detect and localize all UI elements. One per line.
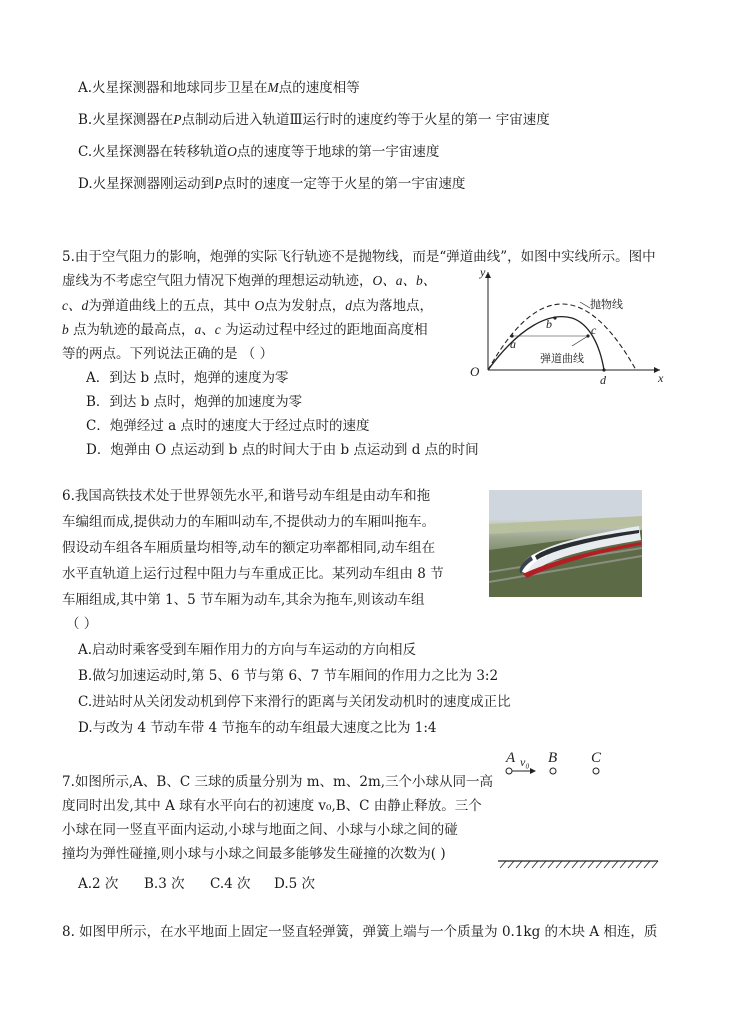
q6-option-a: A.启动时乘客受到车厢作用力的方向与车运动的方向相反 [78, 642, 417, 658]
q8-stem-line1: 8. 如图甲所示，在水平地面上固定一竖直轻弹簧，弹簧上端与一个质量为 0.1kg 的木块 A 相连，质 [62, 924, 658, 940]
origin-label: O [470, 364, 480, 379]
q5-option-a: A．到达 b 点时，炮弹的速度为零 [86, 370, 289, 386]
high-speed-train-photo [489, 490, 642, 597]
q7-option-b: B.3 次 [144, 876, 185, 892]
q4-option-c: C.火星探测器在转移轨道O点的速度等于地球的第一宇宙速度 [78, 144, 440, 160]
q6-option-c: C.进站时从关闭发动机到停下来滑行的距离与关闭发动机时的速度成正比 [78, 694, 511, 710]
ballistic-label: 弹道曲线 [540, 352, 584, 365]
q7-stem-line1: 7.如图所示,A、B、C 三球的质量分别为 m、m、2m,三个小球从同一高 [62, 774, 494, 790]
q6-answer-bracket: （ ） [66, 616, 98, 632]
velocity-label: v₀ [520, 755, 530, 769]
q4-option-d: D.火星探测器刚运动到P点时的速度一定等于火星的第一宇宙速度 [78, 176, 466, 192]
q5-option-d: D．炮弹由 O 点运动到 b 点的时间大于由 b 点运动到 d 点的时间 [86, 442, 479, 458]
ball-c-label: C [591, 750, 602, 766]
q5-option-b: B．到达 b 点时，炮弹的加速度为零 [86, 394, 303, 410]
q5-stem-line1: 5.由于空气阻力的影响，炮弹的实际飞行轨迹不是抛物线，而是“弹道曲线”，如图中实线所示。图中 [62, 249, 656, 265]
q6-stem-line3: 假设动车组各车厢质量均相等,动车的额定功率都相同,动车组在 [62, 540, 436, 556]
ball-a [506, 768, 512, 774]
q7-option-c: C.4 次 [210, 876, 251, 892]
q5-trajectory-figure [460, 266, 670, 386]
label-d: d [600, 373, 606, 386]
q5-option-c: C．炮弹经过 a 点时的速度大于经过点时的速度 [86, 418, 370, 434]
q5-stem-line5: 等的两点。下列说法正确的是 （ ） [62, 346, 274, 362]
q4-option-b: B.火星探测器在P点制动后进入轨道Ⅲ运行时的速度约等于火星的第一 宇宙速度 [78, 112, 550, 128]
q6-stem-line5: 车厢组成,其中第 1、5 节车厢为动车,其余为拖车,则该动车组 [62, 592, 425, 608]
q7-balls-figure [496, 744, 666, 876]
q7-stem-line2: 度同时出发,其中 A 球有水平向右的初速度 v₀,B、C 由静止释放。三个 [62, 798, 482, 814]
parabola-label: 抛物线 [590, 298, 623, 311]
x-axis-label: x [658, 371, 664, 385]
point-d [602, 368, 605, 371]
q7-stem-line3: 小球在同一竖直平面内运动,小球与地面之间、小球与小球之间的碰 [62, 822, 458, 838]
label-b: b [546, 317, 552, 331]
q4-option-a: A.火星探测器和地球同步卫星在M点的速度相等 [78, 80, 360, 96]
ball-a-label: A [506, 750, 516, 766]
y-axis-label: y [480, 266, 486, 279]
q6-stem-line1: 6.我国高铁技术处于世界领先水平,和谐号动车组是由动车和拖 [62, 488, 431, 504]
q6-stem-line4: 水平直轨道上运行过程中阻力与车重成正比。某列动车组由 8 节 [62, 566, 444, 582]
q5-stem-line4: b 点为轨迹的最高点，a、c 为运动过程中经过的距地面高度相 [62, 322, 428, 338]
label-c: c [591, 323, 597, 337]
ball-c [593, 768, 599, 774]
ground-hatching [500, 861, 658, 868]
q7-option-d: D.5 次 [274, 876, 316, 892]
q7-option-a: A.2 次 [78, 876, 119, 892]
q6-stem-line2: 车编组而成,提供动力的车厢叫动车,不提供动力的车厢叫拖车。 [62, 514, 436, 530]
q5-stem-line3: c、d为弹道曲线上的五点，其中 O点为发射点，d点为落地点， [62, 298, 434, 314]
q6-option-b: B.做匀加速运动时,第 5、6 节与第 6、7 节车厢间的作用力之比为 3:2 [78, 668, 499, 684]
point-b [553, 316, 556, 319]
ball-b-label: B [548, 750, 558, 766]
ball-b [550, 768, 556, 774]
q5-stem-line2: 虚线为不考虑空气阻力情况下炮弹的理想运动轨迹，O、a、b、 [62, 273, 437, 289]
q7-stem-line4: 撞均为弹性碰撞,则小球与小球之间最多能够发生碰撞的次数为( ) [62, 846, 446, 862]
q6-option-d: D.与改为 4 节动车带 4 节拖车的动车组最大速度之比为 1:4 [78, 720, 437, 736]
label-a: a [510, 337, 516, 351]
